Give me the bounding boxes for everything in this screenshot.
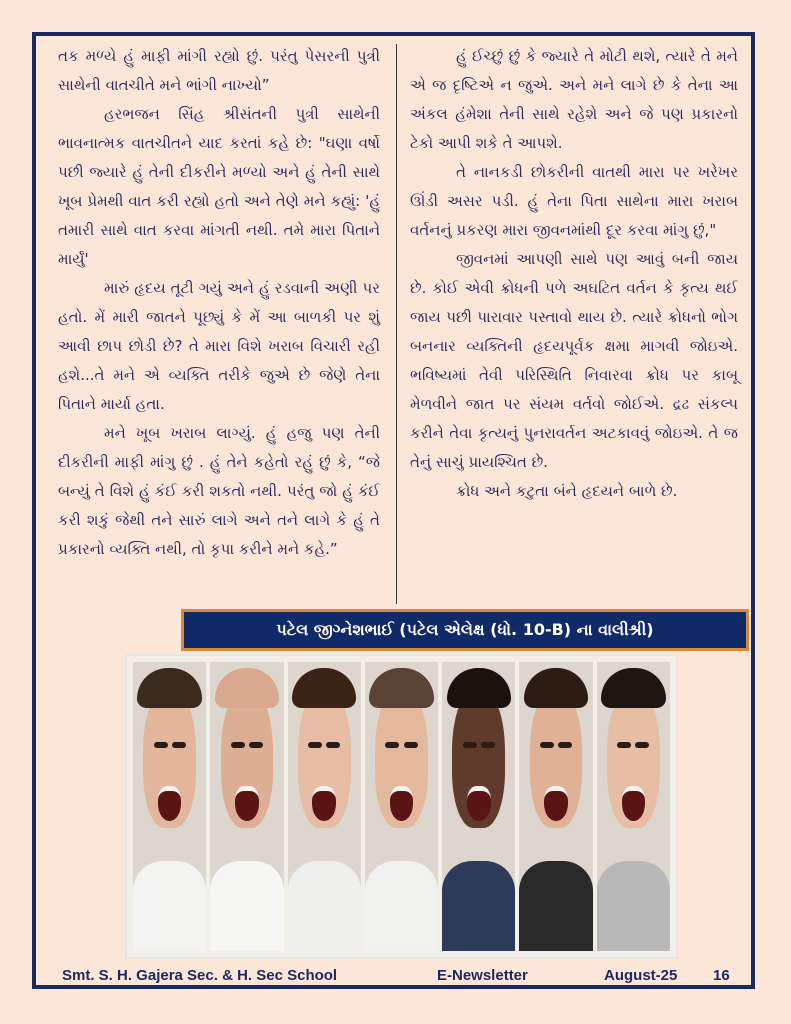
angry-faces-photo: [125, 654, 678, 959]
footer-school-name: Smt. S. H. Gajera Sec. & H. Sec School: [62, 967, 338, 984]
right-paragraph-3: જીવનમાં આપણી સાથે પણ આવું બની જાય છે. કોઈ એવી ક્રોધની પળે અઘટિત વર્તન કે કૃત્ય થઈ જાય પછી પારાવાર પસ્તાવો થાય છે. ત્યારે ક્રોધનો ભોગ બનનાર વ્યક્તિની હૃદયપૂર્વક ક્ષમા માગવી જોઇએ. ભવિષ્યમાં તેવી પરિસ્થિતિ નિવારવા ક્રોધ પર કાબૂ મેળવીને જાત પર સંયમ વર્તવો જોઈએ. દ્રઢ સંકલ્પ કરીને તેવા કૃત્યનું પુનરાવર્તન અટકાવવું જોઇએ. તે જ તેનું સાચું પ્રાયશ્ચિત છે.: [410, 250, 738, 471]
column-divider: [396, 44, 397, 604]
right-column: [410, 42, 738, 506]
footer-page-number: 16: [713, 967, 730, 984]
left-paragraph-2: હરભજન સિંહ શ્રીસંતની પુત્રી સાથેની ભાવનાત્મક વાતચીતને યાદ કરતાં કહે છે: "ઘણા વર્ષો પછી જ્યારે હું તેની દીકરીને મળ્યો અને હું તેની સાથે ખૂબ પ્રેમથી વાત કરી રહ્યો હતો અને તેણે મને કહ્યું: 'હું તમારી સાથે વાત કરવા માંગતી નથી. તમે મારા પિતાને માર્યું': [58, 105, 380, 268]
right-paragraph-1: હું ઈચ્છું છું કે જ્યારે તે મોટી થશે, ત્યારે તે મને એ જ દૃષ્ટિએ ન જુએ. અને મને લાગે છે કે તેના આ અંકલ હંમેશા તેની સાથે રહેશે અને જે પણ પ્રકારનો ટેકો આપી શકે તે આપશે.: [410, 47, 738, 152]
screaming-face-6: [519, 662, 592, 951]
right-paragraph-4: ક્રોધ અને કટુતા બંને હૃદયને બાળે છે.: [456, 482, 678, 500]
footer-month: August-25: [604, 967, 678, 984]
screaming-face-3: [288, 662, 361, 951]
footer-newsletter-label: E-Newsletter: [437, 967, 528, 984]
screaming-face-5: [442, 662, 515, 951]
left-paragraph-3: મારું હૃદય તૂટી ગયું અને હું રડવાની અણી પર હતો. મેં મારી જાતને પૂછ્યું કે મેં આ બાળકી પર શું આવી છાપ છોડી છે? તે મારા વિશે ખરાબ વિચારી રહી હશે...તે મને એ વ્યક્તિ તરીકે જુએ છે જેણે તેના પિતાને માર્યા હતા.: [58, 279, 380, 413]
left-paragraph-1: તક મળ્યે હું માફી માંગી રહ્યો છું. પરંતુ પેસરની પુત્રી સાથેની વાતચીતે મને ભાંગી નાખ્યો”: [58, 47, 380, 94]
author-banner: [181, 609, 749, 651]
screaming-face-1: [133, 662, 206, 951]
screaming-face-4: [365, 662, 438, 951]
left-column: [58, 42, 380, 564]
author-banner-text: પટેલ જીગ્નેશભાઈ (પટેલ એલેક્ષ (ધો. 10-B) ના વાલીશ્રી): [276, 620, 654, 639]
screaming-face-7: [597, 662, 670, 951]
right-paragraph-2: તે નાનકડી છોકરીની વાતથી મારા પર ખરેખર ઊંડી અસર પડી. હું તેના પિતા સાથેના મારા ખરાબ વર્તનનું પ્રકરણ મારા જીવનમાંથી દૂર કરવા માંગુ છું,": [410, 163, 738, 239]
screaming-face-2: [210, 662, 283, 951]
left-paragraph-4: મને ખૂબ ખરાબ લાગ્યું. હું હજુ પણ તેની દીકરીની માફી માંગુ છું . હું તેને કહેતો રહું છું કે, “જે બન્યું તે વિશે હું કંઈ કરી શકતો નથી. પરંતુ જો હું કંઈ કરી શકું જેથી તને સારું લાગે અને તને લાગે કે હું તે પ્રકારનો વ્યક્તિ નથી, તો કૃપા કરીને મને કહે.”: [58, 424, 380, 558]
